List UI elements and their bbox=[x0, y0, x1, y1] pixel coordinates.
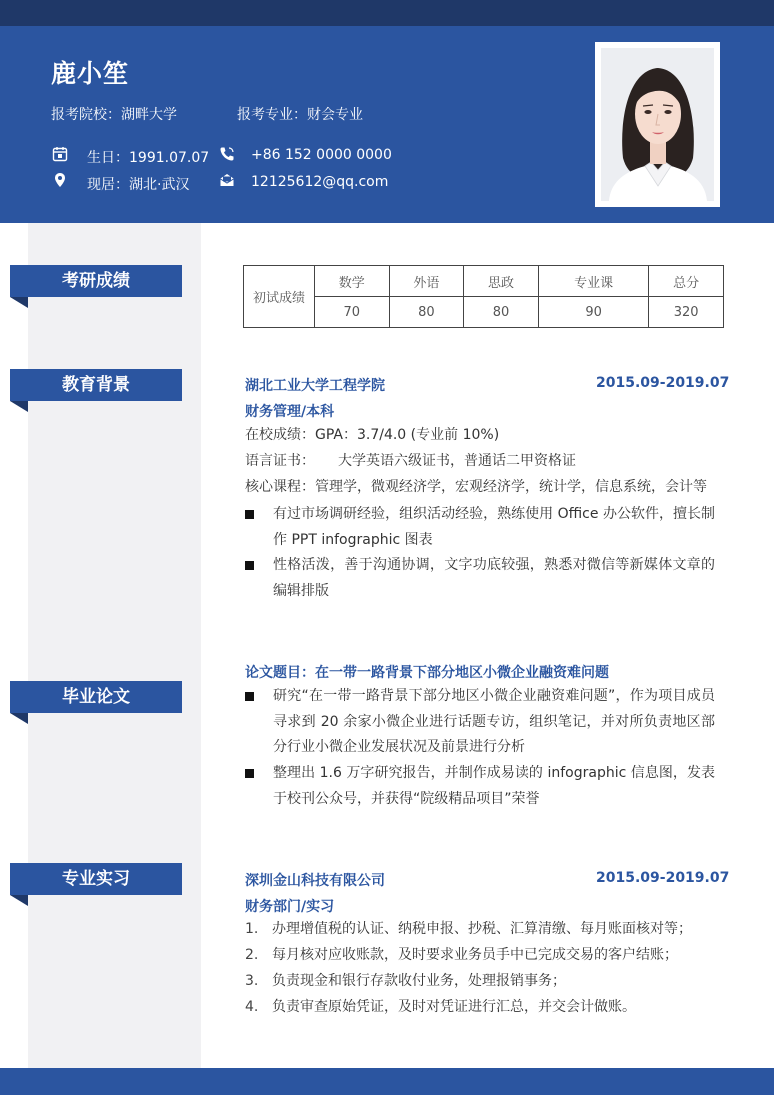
residence bbox=[87, 174, 189, 194]
item-number: 2. bbox=[245, 947, 259, 963]
list-item bbox=[245, 969, 566, 994]
scores-row-label: 初试成绩 bbox=[244, 266, 315, 328]
birthday-label: 生日： bbox=[87, 150, 129, 166]
score-header-language: 外语 bbox=[389, 266, 464, 297]
score-value-total: 320 bbox=[649, 297, 724, 328]
bullet-text: 性格活泼，善于沟通协调，文字功底较强，熟悉对微信等新媒体文章的编辑排版 bbox=[273, 557, 715, 599]
score-header-total: 总分 bbox=[649, 266, 724, 297]
bullet-text: 整理出 1.6 万字研究报告，并制作成易读的 infographic 信息图，发表于校刊公众号，并获得“院级精品项目”荣誉 bbox=[273, 765, 715, 807]
section-title-thesis: 毕业论文 bbox=[10, 681, 182, 713]
score-value-major: 90 bbox=[538, 297, 649, 328]
scores-table bbox=[243, 265, 724, 328]
internship-company: 深圳金山科技有限公司 bbox=[245, 873, 385, 889]
list-item bbox=[245, 502, 715, 553]
email-icon bbox=[219, 172, 235, 188]
ribbon-fold bbox=[10, 713, 28, 724]
birthday bbox=[87, 147, 209, 167]
target-school-value: 湖畔大学 bbox=[121, 107, 177, 123]
item-text: 每月核对应收账款，及时要求业务员手中已完成交易的客户结账； bbox=[272, 947, 678, 963]
scores-header-row bbox=[244, 266, 724, 297]
education-school: 湖北工业大学工程学院 bbox=[245, 378, 385, 394]
score-header-politics: 思政 bbox=[464, 266, 539, 297]
ribbon-fold bbox=[10, 297, 28, 308]
scores-value-row bbox=[244, 297, 724, 328]
list-item bbox=[245, 761, 715, 812]
target-major-label: 报考专业： bbox=[237, 107, 307, 123]
top-bar bbox=[0, 0, 774, 26]
residence-value: 湖北·武汉 bbox=[129, 177, 190, 193]
education-gpa: 在校成绩：GPA：3.7/4.0 (专业前 10%) bbox=[245, 427, 500, 443]
internship-dept: 财务部门/实习 bbox=[245, 899, 335, 915]
bullet-square-icon bbox=[245, 561, 254, 570]
item-number: 4. bbox=[245, 999, 259, 1015]
education-major: 财务管理/本科 bbox=[245, 404, 335, 420]
thesis-title: 论文题目：在一带一路背景下部分地区小微企业融资难问题 bbox=[245, 665, 609, 681]
target-school-label: 报考院校： bbox=[51, 107, 121, 123]
bullet-square-icon bbox=[245, 692, 254, 701]
item-text: 负责审查原始凭证，及时对凭证进行汇总，并交会计做账。 bbox=[272, 999, 636, 1015]
score-value-politics: 80 bbox=[464, 297, 539, 328]
ribbon-fold bbox=[10, 895, 28, 906]
item-text: 办理增值税的认证、纳税申报、抄税、汇算清缴、每月账面核对等； bbox=[272, 921, 692, 937]
list-item bbox=[245, 553, 715, 604]
item-number: 1. bbox=[245, 921, 259, 937]
list-item bbox=[245, 917, 692, 942]
calendar-icon bbox=[52, 146, 68, 162]
profile-photo bbox=[595, 42, 720, 207]
education-period: 2015.09-2019.07 bbox=[596, 375, 730, 391]
candidate-name: 鹿小笙 bbox=[51, 59, 130, 88]
bullet-text: 研究“在一带一路背景下部分地区小微企业融资难问题”，作为项目成员寻求到 20 余家小微企业进行话题专访，组织笔记，并对所负责地区部分行业小微企业发展状况及前景进行分析 bbox=[273, 688, 715, 755]
sidebar-panel bbox=[28, 223, 201, 1068]
education-cert: 大学英语六级证书，普通话二甲资格证 bbox=[338, 453, 576, 469]
email-address: 12125612@qq.com bbox=[251, 174, 389, 190]
list-item bbox=[245, 684, 715, 761]
phone-icon bbox=[219, 146, 235, 162]
score-header-major: 专业课 bbox=[538, 266, 649, 297]
bullet-text: 有过市场调研经验，组织活动经验，熟练使用 Office 办公软件，擅长制作 PPT infographic 图表 bbox=[273, 506, 715, 548]
item-number: 3. bbox=[245, 973, 259, 989]
score-header-math: 数学 bbox=[315, 266, 390, 297]
score-value-language: 80 bbox=[389, 297, 464, 328]
target-school bbox=[51, 104, 177, 124]
resume-header bbox=[0, 26, 774, 223]
residence-label: 现居： bbox=[87, 177, 129, 193]
bullet-square-icon bbox=[245, 769, 254, 778]
birthday-value: 1991.07.07 bbox=[129, 150, 210, 166]
section-title-internship: 专业实习 bbox=[10, 863, 182, 895]
education-cert-label: 语言证书： bbox=[245, 453, 315, 469]
internship-period: 2015.09-2019.07 bbox=[596, 870, 730, 886]
target-major-value: 财会专业 bbox=[307, 107, 363, 123]
ribbon-fold bbox=[10, 401, 28, 412]
section-title-scores: 考研成绩 bbox=[10, 265, 182, 297]
list-item bbox=[245, 995, 636, 1020]
list-item bbox=[245, 943, 678, 968]
target-major bbox=[237, 104, 363, 124]
bottom-bar bbox=[0, 1068, 774, 1095]
section-title-education: 教育背景 bbox=[10, 369, 182, 401]
phone-number: +86 152 0000 0000 bbox=[251, 147, 392, 163]
bullet-square-icon bbox=[245, 510, 254, 519]
item-text: 负责现金和银行存款收付业务，处理报销事务； bbox=[272, 973, 566, 989]
score-value-math: 70 bbox=[315, 297, 390, 328]
education-courses: 核心课程：管理学，微观经济学，宏观经济学，统计学，信息系统，会计等 bbox=[245, 479, 707, 495]
location-icon bbox=[52, 172, 68, 188]
portrait-image bbox=[601, 48, 714, 201]
